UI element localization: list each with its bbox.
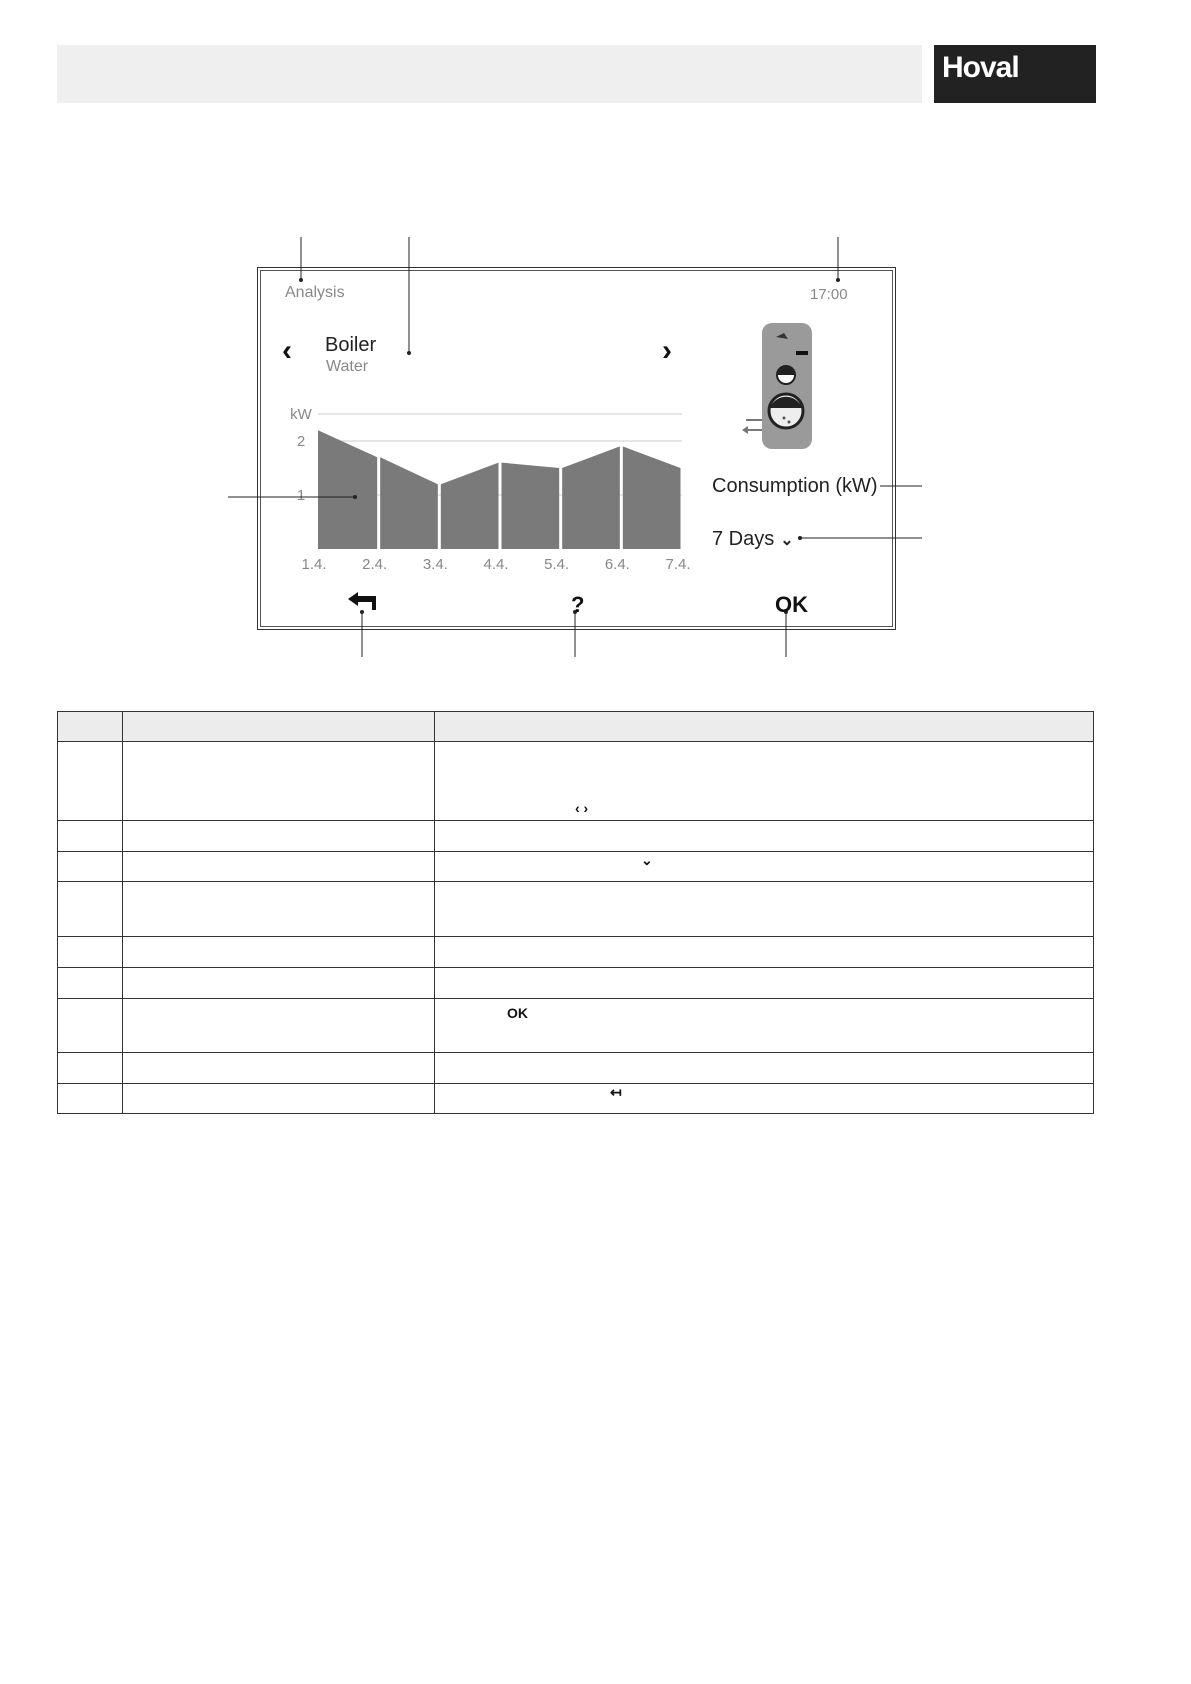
chart-area-segment — [441, 463, 499, 549]
chart-area-segment — [502, 463, 560, 549]
table-cell — [435, 937, 1094, 968]
boiler-tank-icon — [762, 323, 812, 449]
ok-button[interactable]: OK — [775, 592, 808, 617]
table-header-cell — [435, 712, 1094, 742]
ok-icon: OK — [507, 1005, 528, 1021]
table-row — [58, 1084, 1094, 1114]
time-display: 17:00 — [810, 286, 848, 303]
table-row — [58, 882, 1094, 937]
table-row — [58, 742, 1094, 821]
period-value: 7 Days — [712, 528, 775, 550]
table-row — [58, 1053, 1094, 1084]
x-tick-label: 2.4. — [362, 556, 388, 573]
callout-dot — [299, 278, 303, 282]
table-row — [58, 821, 1094, 852]
table-row — [58, 999, 1094, 1053]
table-header-row — [58, 712, 1094, 742]
x-tick-label: 7.4. — [665, 556, 691, 573]
prev-button[interactable]: ‹ — [282, 334, 292, 367]
x-tick-label: 1.4. — [301, 556, 327, 573]
flow-arrows-icon — [742, 414, 766, 436]
table-header-cell — [123, 712, 435, 742]
table-cell — [435, 821, 1094, 852]
y-tick-label: 1 — [296, 487, 306, 504]
x-tick-label: 4.4. — [483, 556, 509, 573]
consumption-chart — [0, 0, 1191, 700]
x-tick-label: 6.4. — [604, 556, 630, 573]
chevron-down-icon: ⌄ — [641, 852, 653, 868]
back-button[interactable] — [346, 590, 380, 612]
menu-label: Analysis — [285, 284, 345, 301]
chart-area-segment — [318, 430, 377, 549]
hoval-logo: Hoval — [934, 45, 1096, 103]
table-header-cell — [58, 712, 123, 742]
table-cell — [435, 968, 1094, 999]
callout-dot — [798, 536, 802, 540]
chart-area-segment — [623, 446, 681, 549]
chevron-down-icon: ⌄ — [780, 532, 794, 549]
screen-subtitle: Water — [326, 358, 369, 375]
prev-next-icon: ‹ › — [575, 800, 589, 816]
callout-dot — [407, 351, 411, 355]
legend-table — [57, 711, 1094, 1114]
y-axis-unit-label: kW — [290, 406, 312, 423]
x-tick-label: 3.4. — [422, 556, 448, 573]
back-arrow-icon: ↤ — [610, 1084, 622, 1100]
table-row — [58, 968, 1094, 999]
x-tick-label: 5.4. — [544, 556, 570, 573]
consumption-label: Consumption (kW) — [712, 475, 878, 497]
callout-dot — [353, 495, 357, 499]
y-tick-label: 2 — [296, 433, 306, 450]
table-row — [58, 852, 1094, 882]
back-arrow-icon — [348, 592, 376, 610]
table-cell — [435, 1053, 1094, 1084]
screen-title: Boiler — [325, 334, 377, 356]
table-row — [58, 937, 1094, 968]
next-button[interactable]: › — [662, 334, 672, 367]
period-dropdown[interactable] — [712, 528, 794, 551]
chart-area-segment — [380, 457, 438, 549]
chart-area-segment — [562, 446, 620, 549]
table-cell — [435, 882, 1094, 937]
callout-dot — [836, 278, 840, 282]
help-button[interactable]: ? — [571, 592, 585, 617]
